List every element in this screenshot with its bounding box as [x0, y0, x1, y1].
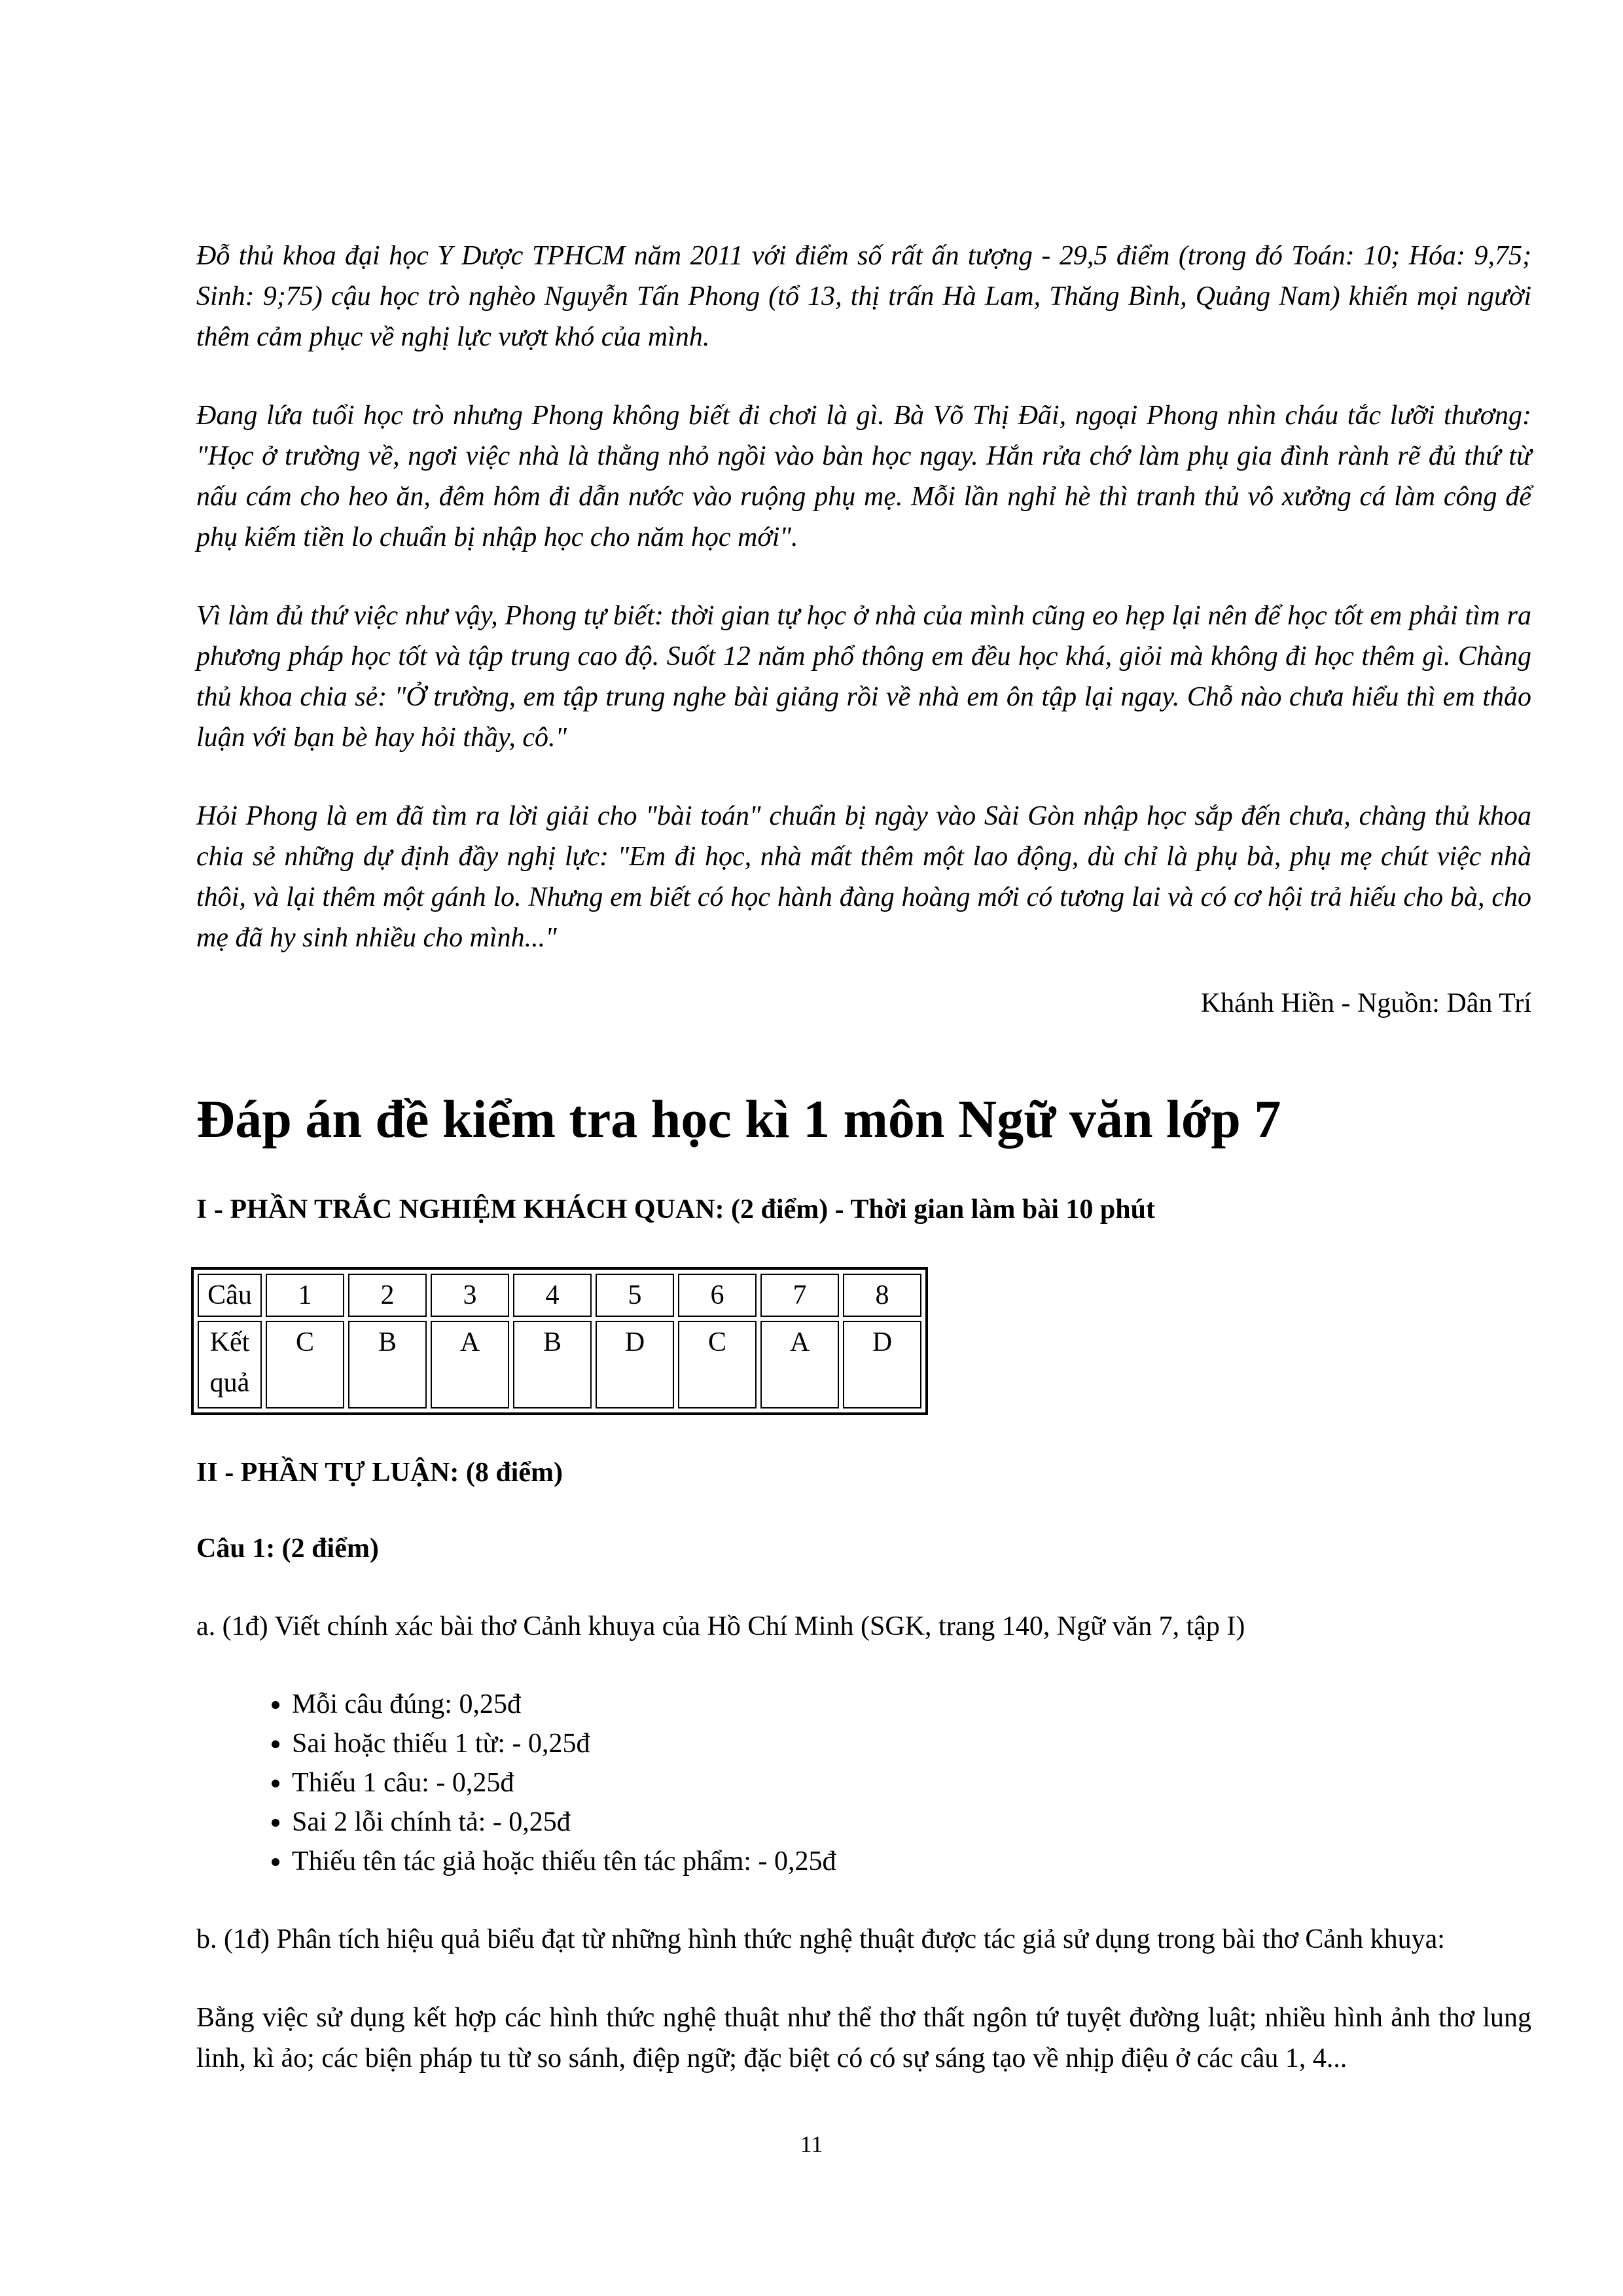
table-cell-question: 3 [431, 1274, 509, 1317]
table-cell-question: 6 [678, 1274, 757, 1317]
table-cell-question: 7 [760, 1274, 839, 1317]
table-cell-question: 2 [348, 1274, 427, 1317]
question1a-scoring-list [196, 1685, 1531, 1881]
list-item: • Sai hoặc thiếu 1 từ: - 0,25đ [292, 1724, 1531, 1763]
table-cell-question: 4 [513, 1274, 592, 1317]
list-item: • Mỗi câu đúng: 0,25đ [292, 1685, 1531, 1724]
article-paragraph-3: Vì làm đủ thứ việc như vậy, Phong tự biết: thời gian tự học ở nhà của mình cũng eo hẹp lại nên để học tốt em phải tìm ra phương pháp học tốt và tập trung cao độ. Suốt 12 năm phổ thông em đều học khá, giỏi mà không đi học thêm gì. Chàng thủ khoa chia sẻ: "Ở trường, em tập trung nghe bài giảng rồi về nhà em ôn tập lại ngay. Chỗ nào chưa hiểu thì em thảo luận với bạn bè hay hỏi thầy, cô." [196, 601, 1531, 753]
question1b-text: b. (1đ) Phân tích hiệu quả biểu đạt từ những hình thức nghệ thuật được tác giả sử dụng trong bài thơ Cảnh khuya: [196, 1924, 1445, 1954]
answer-table-question-row [198, 1274, 921, 1317]
answer-table-answer-row [198, 1321, 921, 1408]
article-paragraph-2: Đang lứa tuổi học trò nhưng Phong không biết đi chơi là gì. Bà Võ Thị Đãi, ngoại Phong nhìn cháu tắc lưỡi thương: "Học ở trường về, ngơi việc nhà là thằng nhỏ ngồi vào bàn học ngay. Hắn rửa chớ làm phụ gia đình rành rẽ đủ thứ từ nấu cám cho heo ăn, đêm hôm đi dẫn nước vào ruộng phụ mẹ. Mỗi lần nghỉ hè thì tranh thủ vô xưởng cá làm công để phụ kiếm tiền lo chuẩn bị nhập học cho năm học mới". [196, 401, 1531, 552]
table-row-label-answer: Kết quả [198, 1321, 262, 1408]
table-cell-answer: A [431, 1321, 509, 1408]
answer-table [191, 1267, 928, 1415]
table-row-label-question: Câu [198, 1274, 262, 1317]
list-item: • Thiếu 1 câu: - 0,25đ [292, 1763, 1531, 1803]
table-cell-question: 5 [596, 1274, 674, 1317]
page-content [196, 236, 1531, 2079]
question1b-answer: Bằng việc sử dụng kết hợp các hình thức nghệ thuật như thể thơ thất ngôn tứ tuyệt đường luật; nhiều hình ảnh thơ lung linh, kì ảo; các biện pháp tu từ so sánh, điệp ngữ; đặc biệt có có sự sáng tạo về nhịp điệu ở các câu 1, 4... [196, 2003, 1531, 2073]
table-cell-answer: C [678, 1321, 757, 1408]
table-cell-answer: C [266, 1321, 344, 1408]
article-signature: Khánh Hiền - Nguồn: Dân Trí [1200, 988, 1531, 1018]
table-cell-question: 8 [843, 1274, 921, 1317]
table-cell-answer: B [348, 1321, 427, 1408]
table-cell-question: 1 [266, 1274, 344, 1317]
page-number: 11 [800, 2131, 823, 2157]
answer-key-title: Đáp án đề kiểm tra học kì 1 môn Ngữ văn lớp 7 [196, 1089, 1281, 1149]
table-cell-answer: D [596, 1321, 674, 1408]
table-cell-answer: D [843, 1321, 921, 1408]
table-cell-answer: B [513, 1321, 592, 1408]
list-item: • Thiếu tên tác giả hoặc thiếu tên tác phẩm: - 0,25đ [292, 1842, 1531, 1881]
table-cell-answer: A [760, 1321, 839, 1408]
list-item: • Sai 2 lỗi chính tả: - 0,25đ [292, 1803, 1531, 1842]
question1a-text: a. (1đ) Viết chính xác bài thơ Cảnh khuya của Hồ Chí Minh (SGK, trang 140, Ngữ văn 7, tập I) [196, 1611, 1245, 1641]
question1-heading: Câu 1: (2 điểm) [196, 1534, 379, 1564]
article-paragraph-1: Đỗ thủ khoa đại học Y Dược TPHCM năm 2011 với điểm số rất ấn tượng - 29,5 điểm (trong đó Toán: 10; Hóa: 9,75; Sinh: 9;75) cậu học trò nghèo Nguyễn Tấn Phong (tổ 13, thị trấn Hà Lam, Thăng Bình, Quảng Nam) khiến mọi người thêm cảm phục về nghị lực vượt khó của mình. [196, 241, 1531, 352]
part2-heading: II - PHẦN TỰ LUẬN: (8 điểm) [196, 1458, 563, 1488]
article-paragraph-4: Hỏi Phong là em đã tìm ra lời giải cho "bài toán" chuẩn bị ngày vào Sài Gòn nhập học sắp đến chưa, chàng thủ khoa chia sẻ những dự định đầy nghị lực: "Em đi học, nhà mất thêm một lao động, dù chỉ là phụ bà, phụ mẹ chút việc nhà thôi, và lại thêm một gánh lo. Nhưng em biết có học hành đàng hoàng mới có tương lai và có cơ hội trả hiếu cho bà, cho mẹ đã hy sinh nhiều cho mình..." [196, 801, 1531, 953]
part1-heading: I - PHẦN TRẮC NGHIỆM KHÁCH QUAN: (2 điểm) - Thời gian làm bài 10 phút [196, 1194, 1155, 1225]
